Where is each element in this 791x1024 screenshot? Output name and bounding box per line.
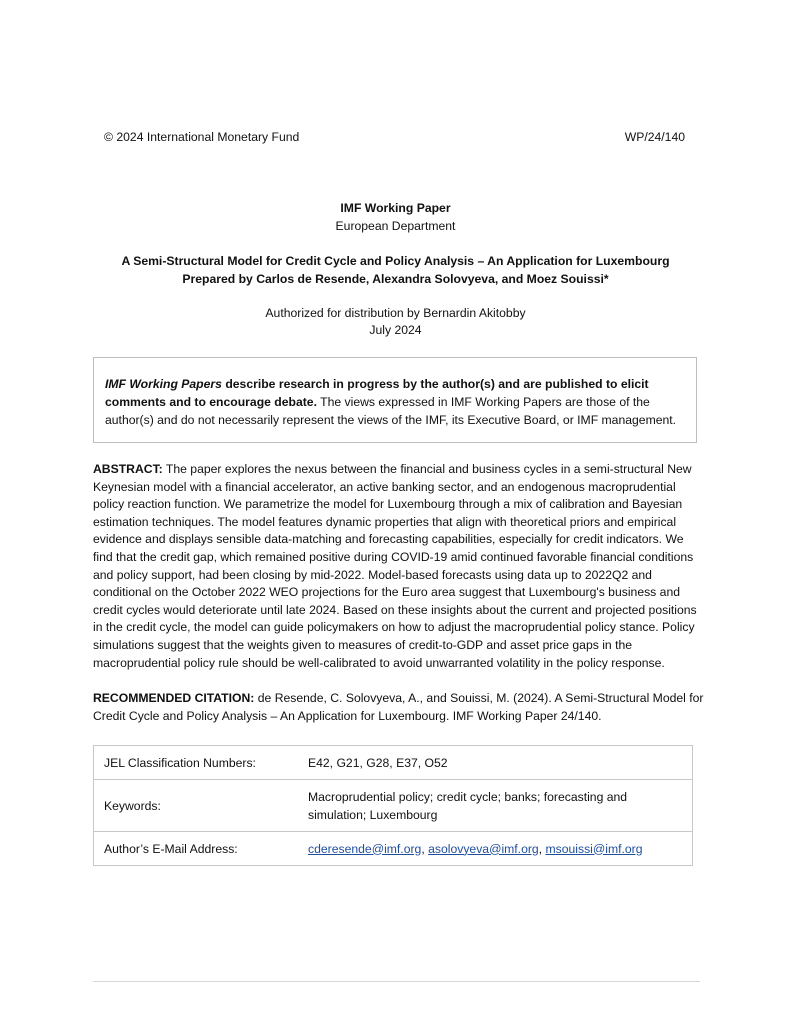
email-label: Author’s E-Mail Address:	[94, 832, 299, 866]
series-title: IMF Working Paper	[340, 201, 451, 215]
disclaimer-lead: describe research in progress by the author(s) and are published to elicit comments and to encourage debate.	[105, 377, 649, 409]
table-row	[94, 746, 693, 780]
table-row	[94, 832, 693, 866]
abstract	[93, 461, 705, 672]
abstract-label: ABSTRACT:	[93, 462, 163, 476]
email-link-souissi[interactable]: msouissi@imf.org	[545, 841, 643, 856]
email-list	[298, 832, 693, 866]
keywords-value: Macroprudential policy; credit cycle; banks; forecasting and simulation; Luxembourg	[298, 780, 693, 832]
paper-info-table	[93, 745, 693, 866]
table-row	[94, 780, 693, 832]
jel-label: JEL Classification Numbers:	[94, 746, 299, 780]
email-separator: ,	[538, 841, 546, 856]
disclaimer-box	[93, 357, 697, 443]
email-link-deresende[interactable]: cderesende@imf.org	[308, 841, 422, 856]
keywords-label: Keywords:	[94, 780, 299, 832]
citation-text: de Resende, C. Solovyeva, A., and Souissi, M. (2024). A Semi-Structural Model for Credit Cycle and Policy Analysis – An Application for Luxembourg. IMF Working Paper 24/140.	[93, 691, 704, 723]
abstract-text: The paper explores the nexus between the financial and business cycles in a semi-structural New Keynesian model with a financial accelerator, an active banking sector, and an endogenous macroprudential policy reaction function. We parametrize the model for Luxembourg through a mix of calibration and Bayesian estimation techniques. The model features dynamic properties that align with theoretical priors and empirical evidence and displays sensible data-matching and forecasting capabilities, especially for credit indicators. We find that the credit gap, which remained positive during COVID-19 amid continued favorable financial conditions and policy support, had been closing by mid-2022. Model-based forecasts using data up to 2022Q2 and conditional on the October 2022 WEO projections for the Euro area suggest that Luxembourg's business and credit cycles would deteriorate until late 2024. Based on these insights about the current and projected positions in the credit cycle, the model can guide policymakers on how to adjust the macroprudential policy stance. Policy simulations suggest that the weights given to measures of credit-to-GDP and asset price gaps in the macroprudential policy rule should be well-calibrated to avoid unwarranted volatility in the policy response.	[93, 462, 697, 670]
department: European Department	[335, 219, 456, 233]
paper-number: WP/24/140	[624, 130, 685, 144]
paper-title: A Semi-Structural Model for Credit Cycle and Policy Analysis – An Application for Luxembourg	[121, 254, 670, 268]
citation-label: RECOMMENDED CITATION:	[93, 691, 255, 705]
publication-date: July 2024	[369, 323, 422, 337]
copyright-notice: © 2024 International Monetary Fund	[104, 130, 300, 144]
disclaimer-body: The views expressed in IMF Working Papers are those of the author(s) and do not necessarily represent the views of the IMF, its Executive Board, or IMF management.	[105, 395, 677, 427]
authorized-by: Authorized for distribution by Bernardin Akitobby	[265, 306, 526, 320]
email-separator: ,	[421, 841, 429, 856]
footer-divider	[93, 981, 700, 982]
paper-authors: Prepared by Carlos de Resende, Alexandra Solovyeva, and Moez Souissi*	[182, 272, 609, 286]
disclaimer-series-name: IMF Working Papers	[105, 377, 222, 391]
recommended-citation	[93, 690, 705, 725]
email-link-solovyeva[interactable]: asolovyeva@imf.org	[428, 841, 539, 856]
jel-value: E42, G21, G28, E37, O52	[298, 746, 693, 780]
